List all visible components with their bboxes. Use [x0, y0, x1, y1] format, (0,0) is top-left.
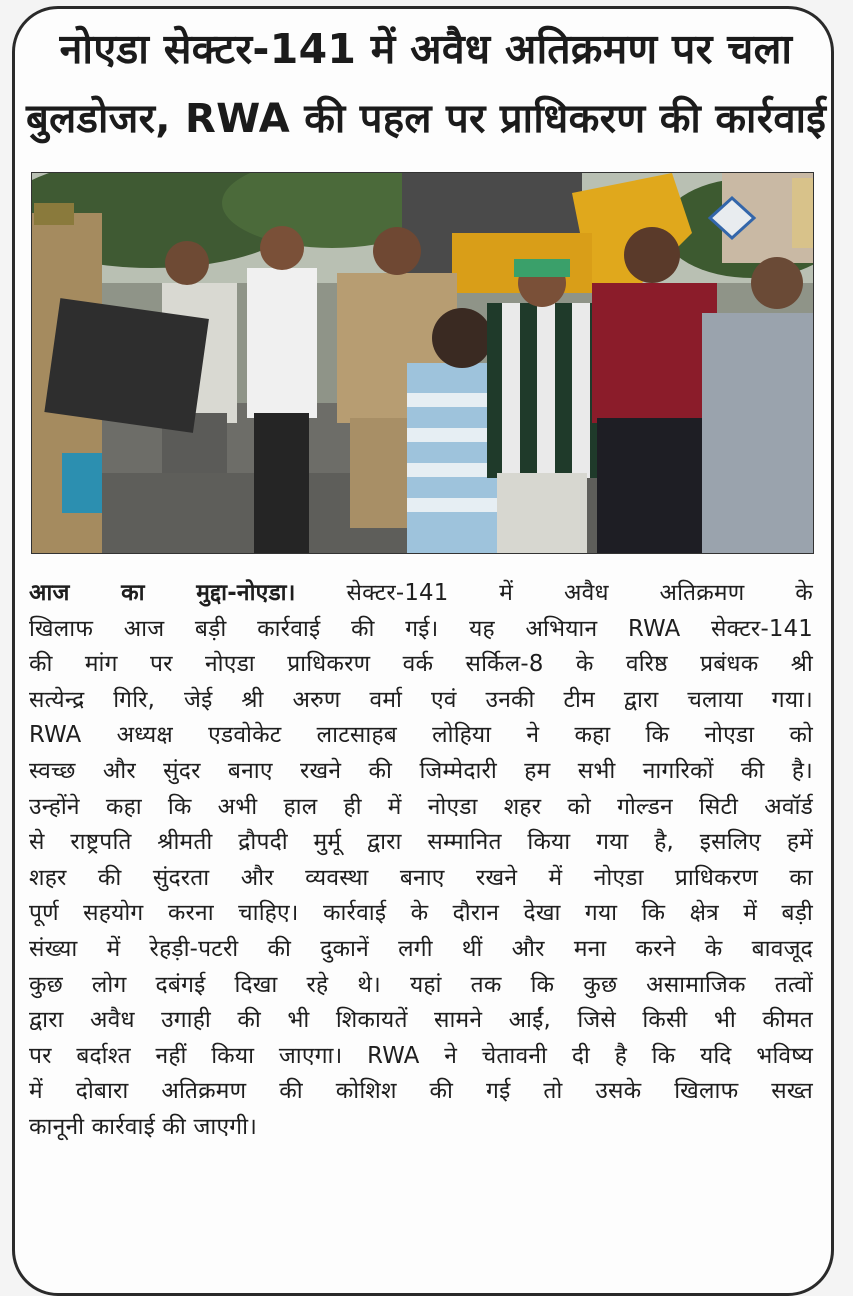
- article-line: स्वच्छ और सुंदर बनाए रखने की जिम्मेदारी हम सभी नागरिकों की है।: [29, 757, 813, 784]
- headline-line-1: नोएडा सेक्टर-141 में अवैध अतिक्रमण पर चला: [59, 25, 793, 73]
- article-line: RWA अध्यक्ष एडवोकेट लाटसाहब लोहिया ने कहा कि नोएडा को: [29, 722, 813, 749]
- article-line: से राष्ट्रपति श्रीमती द्रौपदी मुर्मू द्वारा सम्मानित किया गया है, इसलिए हमें: [29, 829, 813, 856]
- article-line-first: [29, 576, 813, 612]
- article-line: उन्होंने कहा कि अभी हाल ही में नोएडा शहर को गोल्डन सिटी अवॉर्ड: [29, 793, 813, 820]
- article-line: की मांग पर नोएडा प्राधिकरण वर्क सर्किल-8 के वरिष्ठ प्रबंधक श्री: [29, 651, 813, 678]
- article-line: द्वारा अवैध उगाही की भी शिकायतें सामने आईं, जिसे किसी भी कीमत: [29, 1007, 813, 1034]
- article-line: कुछ लोग दबंगई दिखा रहे थे। यहां तक कि कुछ असामाजिक तत्वों: [29, 971, 813, 998]
- headline: [26, 14, 826, 154]
- news-photo: [31, 172, 814, 554]
- article-line: खिलाफ आज बड़ी कार्रवाई की गई। यह अभियान RWA सेक्टर-141: [29, 615, 813, 642]
- article-line: शहर की सुंदरता और व्यवस्था बनाए रखने में नोएडा प्राधिकरण का: [29, 864, 813, 891]
- article-line: कानूनी कार्रवाई की जाएगी।: [29, 1113, 258, 1140]
- article-line: संख्या में रेहड़ी-पटरी की दुकानें लगी थीं और मना करने के बावजूद: [29, 935, 813, 962]
- article-line-1: सेक्टर-141 में अवैध अतिक्रमण के: [295, 580, 813, 606]
- article-line: पर बर्दाश्त नहीं किया जाएगा। RWA ने चेतावनी दी है कि यदि भविष्य: [29, 1042, 813, 1069]
- article-line: सत्येन्द्र गिरि, जेई श्री अरुण वर्मा एवं उनकी टीम द्वारा चलाया गया।: [29, 686, 813, 713]
- article-lead: आज का मुद्दा-नोएडा।: [29, 580, 296, 606]
- article-line: में दोबारा अतिक्रमण की कोशिश की गई तो उसके खिलाफ सख्त: [29, 1078, 813, 1105]
- article-body: [29, 576, 813, 1146]
- article-line: पूर्ण सहयोग करना चाहिए। कार्रवाई के दौरान देखा गया कि क्षेत्र में बड़ी: [29, 900, 813, 927]
- headline-line-2: बुलडोजर, RWA की पहल पर प्राधिकरण की कार्रवाई: [26, 96, 827, 142]
